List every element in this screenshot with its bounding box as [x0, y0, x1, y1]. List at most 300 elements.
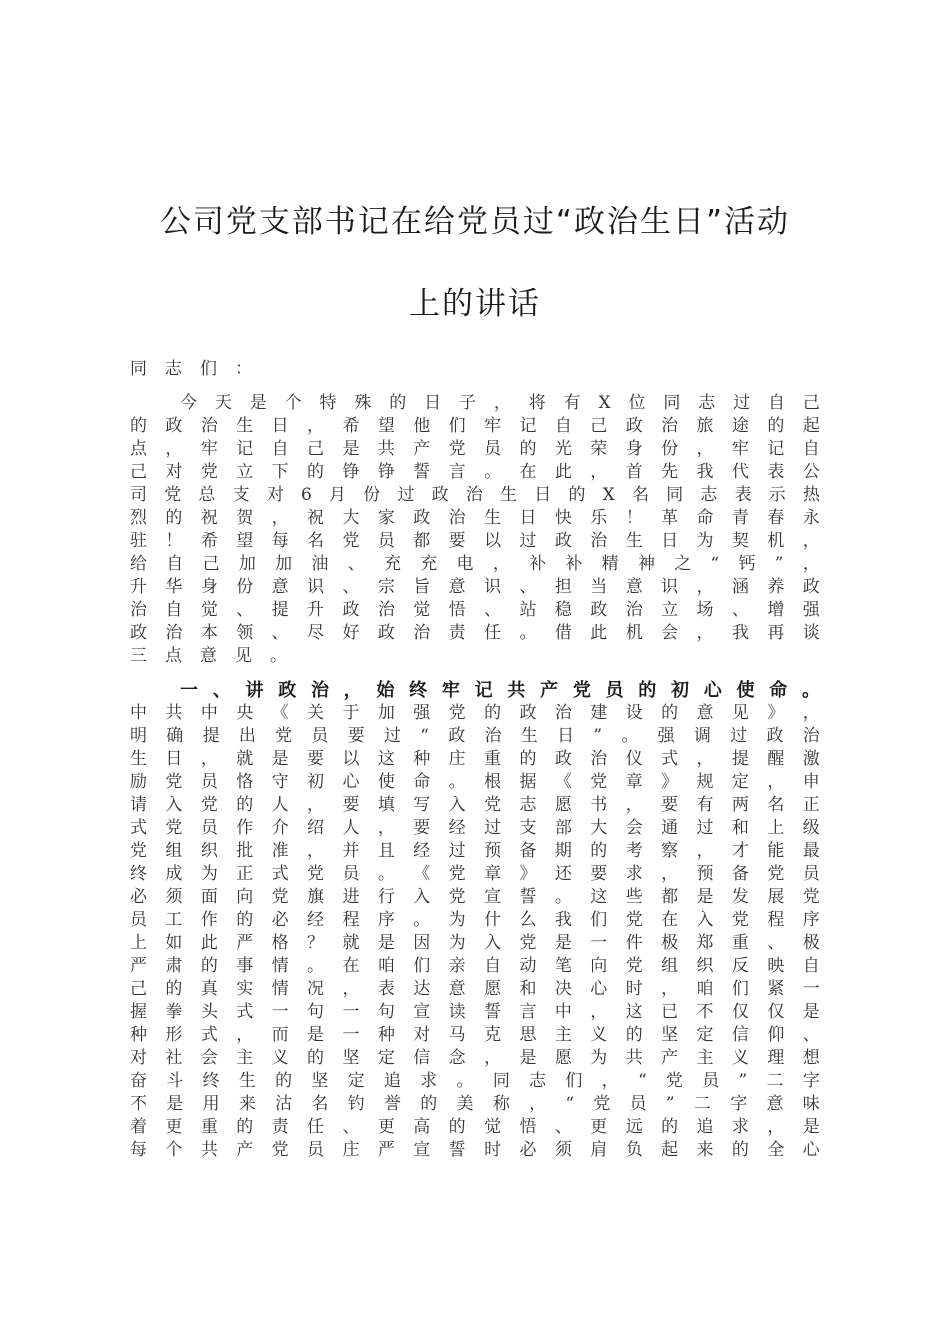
- text-char: 都: [661, 887, 679, 907]
- text-char: 的: [484, 703, 502, 723]
- text-char: 党: [767, 864, 785, 884]
- text-char: 份: [363, 485, 381, 505]
- text-char: 过: [397, 485, 415, 505]
- text-char: 程: [342, 910, 360, 930]
- text-char: ，: [307, 841, 325, 861]
- text-char: 站: [519, 600, 537, 620]
- text-char: ，: [377, 818, 395, 838]
- text-char: 二: [766, 1071, 784, 1091]
- paragraph-line: [130, 507, 820, 530]
- text-char: 要: [661, 795, 679, 815]
- text-char: 极: [802, 933, 820, 953]
- text-char: 追: [383, 1071, 401, 1091]
- text-char: 须: [554, 1140, 572, 1160]
- text-char: 大: [590, 818, 608, 838]
- text-char: 政: [165, 416, 183, 436]
- text-char: ，: [529, 1094, 547, 1114]
- text-char: 个: [165, 1140, 183, 1160]
- text-char: 要: [448, 531, 466, 551]
- paragraph-section-1: [130, 702, 820, 1162]
- text-char: 这: [625, 1002, 643, 1022]
- text-char: 己: [130, 979, 147, 999]
- text-char: 名: [631, 485, 649, 505]
- text-char: 治: [802, 726, 820, 746]
- text-char: 份: [236, 577, 254, 597]
- text-char: 句: [307, 1002, 325, 1022]
- text-char: 当: [590, 577, 608, 597]
- text-char: 记: [767, 439, 785, 459]
- paragraph-line: [130, 978, 820, 1001]
- text-char: 自: [554, 416, 572, 436]
- text-char: 一: [180, 680, 198, 701]
- text-char: 识: [484, 577, 502, 597]
- text-char: 党: [625, 956, 643, 976]
- text-char: 全: [767, 1140, 785, 1160]
- text-char: 种: [413, 749, 431, 769]
- text-char: ？: [307, 933, 325, 953]
- text-char: 员: [802, 864, 820, 884]
- text-char: 治: [377, 600, 395, 620]
- text-char: 志: [165, 359, 182, 379]
- text-char: 任: [307, 1117, 325, 1137]
- text-char: 人: [342, 818, 360, 838]
- text-char: 初: [307, 772, 325, 792]
- text-char: 。: [270, 646, 287, 666]
- text-char: 加: [238, 554, 256, 574]
- text-char: 一: [590, 933, 608, 953]
- paragraph-line: [130, 863, 820, 886]
- text-char: 党: [164, 485, 182, 505]
- text-char: 一: [802, 979, 820, 999]
- text-char: 要: [590, 864, 608, 884]
- text-char: 誓: [448, 1140, 466, 1160]
- text-char: 治: [590, 531, 608, 551]
- text-char: 《: [554, 772, 572, 792]
- text-char: 组: [661, 956, 679, 976]
- text-char: 荣: [590, 439, 608, 459]
- text-char: 自: [802, 439, 820, 459]
- text-char: 借: [554, 623, 572, 643]
- text-char: 严: [130, 956, 147, 976]
- text-char: 咱: [377, 956, 395, 976]
- text-char: 治: [200, 416, 218, 436]
- text-char: 序: [377, 910, 395, 930]
- text-char: 为: [448, 910, 466, 930]
- text-char: 一: [342, 1025, 360, 1045]
- text-char: 。: [519, 623, 537, 643]
- text-char: 已: [661, 1002, 679, 1022]
- text-char: 之: [674, 554, 692, 574]
- text-char: 考: [625, 841, 643, 861]
- text-char: 批: [236, 841, 254, 861]
- text-char: 起: [661, 1140, 679, 1160]
- paragraph-line: [130, 438, 820, 461]
- text-char: 觉: [413, 600, 431, 620]
- text-char: 此: [590, 623, 608, 643]
- text-char: 强: [413, 703, 431, 723]
- text-char: 来: [696, 1140, 714, 1160]
- text-char: 同: [130, 359, 147, 379]
- paragraph-line: [130, 415, 820, 438]
- text-char: 政: [554, 531, 572, 551]
- text-char: 誉: [383, 1094, 401, 1114]
- paragraph-line: [130, 622, 820, 645]
- text-char: 日: [534, 485, 552, 505]
- text-char: 来: [238, 1094, 256, 1114]
- text-char: 行: [377, 887, 395, 907]
- text-char: 望: [377, 416, 395, 436]
- text-char: 式: [661, 749, 679, 769]
- text-char: 同: [666, 485, 684, 505]
- text-char: ”: [738, 1071, 748, 1091]
- text-char: ，: [696, 749, 714, 769]
- text-char: 对: [266, 485, 284, 505]
- text-char: 党: [519, 933, 537, 953]
- text-char: 提: [731, 749, 749, 769]
- text-char: “: [420, 726, 429, 746]
- paragraph-intro: [130, 392, 820, 668]
- text-char: 再: [767, 623, 785, 643]
- text-char: 确: [166, 726, 184, 746]
- text-char: 子: [459, 393, 476, 413]
- text-char: 事: [236, 956, 254, 976]
- text-char: 的: [661, 1117, 679, 1137]
- text-char: 志: [519, 795, 537, 815]
- paragraph-line: [130, 702, 820, 725]
- text-char: 头: [200, 1002, 218, 1022]
- text-char: 起: [802, 416, 820, 436]
- text-char: 程: [767, 910, 785, 930]
- text-char: 大: [342, 508, 360, 528]
- text-char: 的: [389, 393, 407, 413]
- text-char: 还: [554, 864, 572, 884]
- text-char: 式: [130, 818, 147, 838]
- text-char: 、: [767, 933, 785, 953]
- text-char: 己: [202, 554, 220, 574]
- text-char: ”: [593, 726, 603, 746]
- text-char: 日: [271, 416, 289, 436]
- document-title-line-1: 公司党支部书记在给党员过“政治生日”活动: [159, 204, 791, 240]
- text-char: 情: [271, 956, 289, 976]
- text-char: ，: [342, 979, 360, 999]
- text-char: 对: [165, 462, 183, 482]
- text-char: 终: [409, 680, 428, 701]
- text-char: 终: [130, 864, 147, 884]
- text-char: 式: [200, 1025, 218, 1045]
- text-char: 牢: [731, 439, 749, 459]
- text-char: ，: [696, 439, 714, 459]
- text-char: 序: [802, 910, 820, 930]
- text-char: 途: [731, 416, 749, 436]
- text-char: 心: [703, 680, 722, 701]
- text-char: 意: [766, 1094, 784, 1114]
- text-char: “: [710, 554, 720, 574]
- text-char: 对: [130, 1048, 147, 1068]
- text-char: 钙: [738, 554, 756, 574]
- text-char: 》: [661, 772, 679, 792]
- text-char: 申: [802, 772, 820, 792]
- text-char: 自: [802, 956, 820, 976]
- text-char: 展: [767, 887, 785, 907]
- text-char: 见: [731, 703, 749, 723]
- text-char: 党: [572, 680, 591, 701]
- text-char: ，: [493, 393, 511, 413]
- text-char: ，: [492, 554, 510, 574]
- text-char: 重: [484, 749, 502, 769]
- text-char: 见: [235, 646, 252, 666]
- text-char: 规: [696, 772, 714, 792]
- text-char: 沽: [275, 1094, 293, 1114]
- text-char: 定: [377, 1048, 395, 1068]
- document-body: [130, 358, 820, 1162]
- text-char: ，: [307, 416, 325, 436]
- text-char: 员: [200, 772, 218, 792]
- text-char: 和: [731, 818, 749, 838]
- paragraph-line: [130, 840, 820, 863]
- text-char: 二: [693, 1094, 711, 1114]
- text-char: 是: [166, 1094, 184, 1114]
- text-char: 的: [568, 485, 586, 505]
- text-char: 望: [236, 531, 254, 551]
- text-char: 治: [310, 680, 329, 701]
- text-char: 份: [661, 439, 679, 459]
- text-char: 意: [696, 703, 714, 723]
- text-char: 此: [554, 462, 572, 482]
- text-char: ，: [696, 577, 714, 597]
- text-char: 牢: [484, 416, 502, 436]
- text-char: 宣: [413, 1002, 431, 1022]
- text-char: 紧: [767, 979, 785, 999]
- text-char: 会: [661, 623, 679, 643]
- text-char: 6: [301, 485, 312, 505]
- text-char: 介: [271, 818, 289, 838]
- text-char: 经: [307, 910, 325, 930]
- text-char: 党: [448, 439, 466, 459]
- text-char: ！: [625, 508, 643, 528]
- text-char: ，: [767, 1117, 785, 1137]
- text-char: 正: [802, 795, 820, 815]
- text-char: 们: [731, 979, 749, 999]
- text-char: 责: [271, 1117, 289, 1137]
- text-char: 、: [212, 680, 231, 701]
- text-char: 以: [484, 531, 502, 551]
- text-char: 织: [200, 841, 218, 861]
- text-char: 是: [249, 393, 267, 413]
- text-char: 、: [236, 600, 254, 620]
- text-char: 上: [130, 933, 147, 953]
- text-char: 仅: [731, 1002, 749, 1022]
- text-char: 美: [456, 1094, 474, 1114]
- text-char: 提: [271, 600, 289, 620]
- text-char: 求: [625, 864, 643, 884]
- text-char: 反: [731, 956, 749, 976]
- section-heading-1: [130, 679, 820, 702]
- text-char: 党: [731, 910, 749, 930]
- text-char: 意: [448, 979, 466, 999]
- text-char: 宣: [484, 887, 502, 907]
- text-char: 提: [202, 726, 220, 746]
- text-char: 坚: [311, 1071, 329, 1091]
- text-char: 自: [165, 600, 183, 620]
- text-char: 三: [130, 646, 147, 666]
- text-char: 尽: [307, 623, 325, 643]
- text-char: 生: [130, 749, 147, 769]
- text-char: 更: [590, 1117, 608, 1137]
- text-char: 命: [769, 680, 788, 701]
- text-char: 仅: [767, 1002, 785, 1022]
- text-char: 一: [342, 1002, 360, 1022]
- text-char: 有: [563, 393, 581, 413]
- text-char: 永: [802, 508, 820, 528]
- text-char: ”: [665, 1094, 675, 1114]
- text-char: 填: [377, 795, 395, 815]
- text-char: 守: [271, 772, 289, 792]
- text-char: 稳: [554, 600, 572, 620]
- text-char: 过: [519, 531, 537, 551]
- text-char: 是: [377, 933, 395, 953]
- text-char: X: [598, 393, 611, 413]
- text-char: 意: [200, 646, 217, 666]
- text-char: 作: [200, 910, 218, 930]
- text-char: 政: [802, 577, 820, 597]
- text-char: 而: [271, 1025, 289, 1045]
- text-char: 更: [165, 1117, 183, 1137]
- text-char: 重: [200, 1117, 218, 1137]
- text-char: 党: [130, 841, 147, 861]
- text-char: 励: [130, 772, 147, 792]
- paragraph-line: [130, 530, 820, 553]
- paragraph-line: [130, 1116, 820, 1139]
- text-char: 殊: [354, 393, 372, 413]
- text-char: 预: [484, 841, 502, 861]
- text-char: 产: [540, 680, 559, 701]
- text-char: 通: [661, 818, 679, 838]
- text-char: 乐: [590, 508, 608, 528]
- text-char: 建: [590, 703, 608, 723]
- paragraph-line: [130, 1024, 820, 1047]
- text-char: ，: [200, 749, 218, 769]
- text-char: 的: [519, 749, 537, 769]
- text-char: 祝: [200, 508, 218, 528]
- text-char: 表: [734, 485, 752, 505]
- text-char: 政: [342, 600, 360, 620]
- text-char: 为: [696, 531, 714, 551]
- text-char: 。: [413, 910, 431, 930]
- text-char: 出: [238, 726, 256, 746]
- text-char: 根: [484, 772, 502, 792]
- text-char: 马: [448, 1025, 466, 1045]
- text-char: 治: [661, 416, 679, 436]
- text-char: 政: [554, 749, 572, 769]
- text-char: 使: [377, 772, 395, 792]
- text-char: 为: [590, 1048, 608, 1068]
- text-char: 。: [307, 956, 325, 976]
- text-char: 治: [484, 726, 502, 746]
- text-char: 共: [625, 1048, 643, 1068]
- text-char: ，: [307, 795, 325, 815]
- text-char: 信: [731, 1025, 749, 1045]
- text-char: 党: [271, 1140, 289, 1160]
- text-char: 升: [130, 577, 147, 597]
- text-char: 字: [730, 1094, 748, 1114]
- text-char: ，: [767, 772, 785, 792]
- text-char: 党: [307, 864, 325, 884]
- text-char: 立: [236, 462, 254, 482]
- text-char: 识: [661, 577, 679, 597]
- text-char: 增: [767, 600, 785, 620]
- text-char: 坚: [661, 1025, 679, 1045]
- text-char: 员: [200, 818, 218, 838]
- text-char: 己: [307, 439, 325, 459]
- text-char: 种: [130, 1025, 147, 1045]
- text-char: 、: [554, 1117, 572, 1137]
- text-char: 察: [661, 841, 679, 861]
- text-char: 奋: [130, 1071, 147, 1091]
- text-char: 设: [625, 703, 643, 723]
- text-char: 治: [130, 600, 147, 620]
- text-char: 仰: [767, 1025, 785, 1045]
- text-char: 悟: [519, 1117, 537, 1137]
- text-char: 的: [519, 439, 537, 459]
- text-char: “: [637, 1071, 647, 1091]
- text-char: 个: [284, 393, 302, 413]
- text-char: 旅: [696, 416, 714, 436]
- paragraph-line: [130, 1001, 820, 1024]
- text-char: 时: [484, 1140, 502, 1160]
- text-char: 关: [307, 703, 325, 723]
- text-char: 员: [307, 1140, 325, 1160]
- text-char: 支: [232, 485, 250, 505]
- text-char: 义: [590, 1025, 608, 1045]
- text-char: 。: [456, 1071, 474, 1091]
- text-char: 支: [519, 818, 537, 838]
- paragraph-line: [130, 886, 820, 909]
- text-char: 身: [200, 577, 218, 597]
- text-char: 读: [448, 1002, 466, 1022]
- text-char: 调: [693, 726, 711, 746]
- text-char: 春: [767, 508, 785, 528]
- text-char: 记: [474, 680, 493, 701]
- text-char: 日: [557, 726, 575, 746]
- text-char: 铮: [377, 462, 395, 482]
- text-char: 能: [767, 841, 785, 861]
- text-char: 不: [696, 1002, 714, 1022]
- text-char: 肩: [590, 1140, 608, 1160]
- text-char: 就: [236, 749, 254, 769]
- text-char: 政: [625, 416, 643, 436]
- text-char: 是: [519, 1048, 537, 1068]
- text-char: 明: [130, 726, 147, 746]
- text-char: 党: [625, 910, 643, 930]
- text-char: 的: [590, 841, 608, 861]
- text-char: 激: [802, 749, 820, 769]
- text-char: 高: [413, 1117, 431, 1137]
- text-char: 况: [307, 979, 325, 999]
- text-char: 如: [165, 933, 183, 953]
- text-char: 着: [130, 1117, 147, 1137]
- text-char: 进: [342, 887, 360, 907]
- text-char: 庄: [448, 749, 466, 769]
- text-char: 《: [271, 703, 289, 723]
- text-char: 治: [554, 703, 572, 723]
- text-char: 的: [625, 1025, 643, 1045]
- text-char: 入: [448, 795, 466, 815]
- text-char: 志: [700, 485, 718, 505]
- paragraph-line: [130, 392, 820, 415]
- text-char: 用: [202, 1094, 220, 1114]
- text-char: 命: [413, 772, 431, 792]
- text-char: 党: [448, 703, 466, 723]
